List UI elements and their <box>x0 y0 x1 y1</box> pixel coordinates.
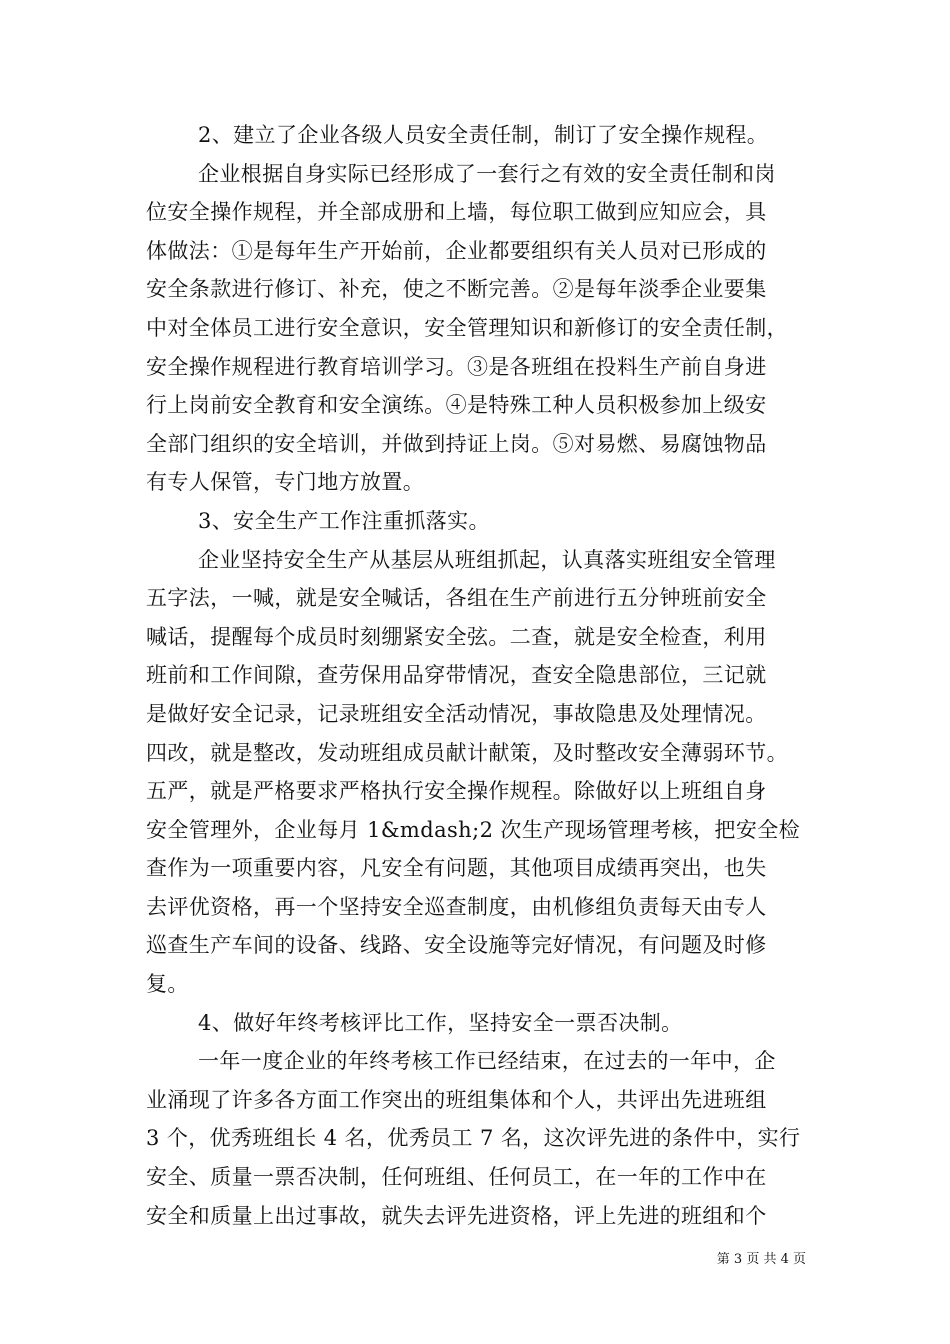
text-line: 3 个，优秀班组长 4 名，优秀员工 7 名，这次评先进的条件中，实行 <box>146 1126 801 1151</box>
text-line: 位安全操作规程，并全部成册和上墙，每位职工做到应知应会，具 <box>146 200 767 225</box>
text-line: 体做法：①是每年生产开始前，企业都要组织有关人员对已形成的 <box>146 238 767 263</box>
text-line: 行上岗前安全教育和安全演练。④是特殊工种人员积极参加上级安 <box>146 393 767 418</box>
text-line: 全部门组织的安全培训，并做到持证上岗。⑤对易燃、易腐蚀物品 <box>146 431 767 456</box>
text-line: 班前和工作间隙，查劳保用品穿带情况，查安全隐患部位，三记就 <box>146 663 767 688</box>
text-line: 2、建立了企业各级人员安全责任制，制订了安全操作规程。 <box>198 123 769 147</box>
text-line: 企业坚持安全生产从基层从班组抓起，认真落实班组安全管理 <box>198 547 776 572</box>
text-line: 复。 <box>146 972 189 997</box>
text-line: 3、安全生产工作注重抓落实。 <box>198 508 490 533</box>
text-line: 业涌现了许多各方面工作突出的班组集体和个人，共评出先进班组 <box>146 1087 767 1112</box>
document-body <box>146 116 818 1235</box>
page-number: 第 3 页 共 4 页 <box>716 1252 806 1267</box>
text-line: 喊话，提醒每个成员时刻绷紧安全弦。二查，就是安全检查，利用 <box>146 624 767 649</box>
text-line: 四改，就是整改，发动班组成员献计献策，及时整改安全薄弱环节。 <box>146 740 788 765</box>
text-line: 4、做好年终考核评比工作，坚持安全一票否决制。 <box>198 1010 683 1035</box>
text-line: 一年一度企业的年终考核工作已经结束，在过去的一年中，企 <box>198 1049 776 1074</box>
text-line: 企业根据自身实际已经形成了一套行之有效的安全责任制和岗 <box>198 161 776 186</box>
text-line: 去评优资格，再一个坚持安全巡查制度，由机修组负责每天由专人 <box>146 894 767 919</box>
text-line: 是做好安全记录，记录班组安全活动情况，事故隐患及处理情况。 <box>146 701 767 726</box>
text-line: 安全操作规程进行教育培训学习。③是各班组在投料生产前自身进 <box>146 354 767 379</box>
text-line: 中对全体员工进行安全意识，安全管理知识和新修订的安全责任制， <box>146 315 788 340</box>
text-line: 五字法，一喊，就是安全喊话，各组在生产前进行五分钟班前安全 <box>146 586 767 611</box>
text-line: 巡查生产车间的设备、线路、安全设施等完好情况，有问题及时修 <box>146 933 767 958</box>
text-line: 查作为一项重要内容，凡安全有问题，其他项目成绩再突出，也失 <box>146 856 767 881</box>
text-line: 安全条款进行修订、补充，使之不断完善。②是每年淡季企业要集 <box>146 277 767 302</box>
text-line: 安全管理外，企业每月 1&mdash;2 次生产现场管理考核，把安全检 <box>146 817 801 842</box>
text-line: 五严，就是严格要求严格执行安全操作规程。除做好以上班组自身 <box>146 779 767 804</box>
text-line: 安全和质量上出过事故，就失去评先进资格，评上先进的班组和个 <box>146 1203 767 1228</box>
text-line: 有专人保管，专门地方放置。 <box>146 470 425 495</box>
text-line: 安全、质量一票否决制，任何班组、任何员工，在一年的工作中在 <box>146 1165 767 1190</box>
